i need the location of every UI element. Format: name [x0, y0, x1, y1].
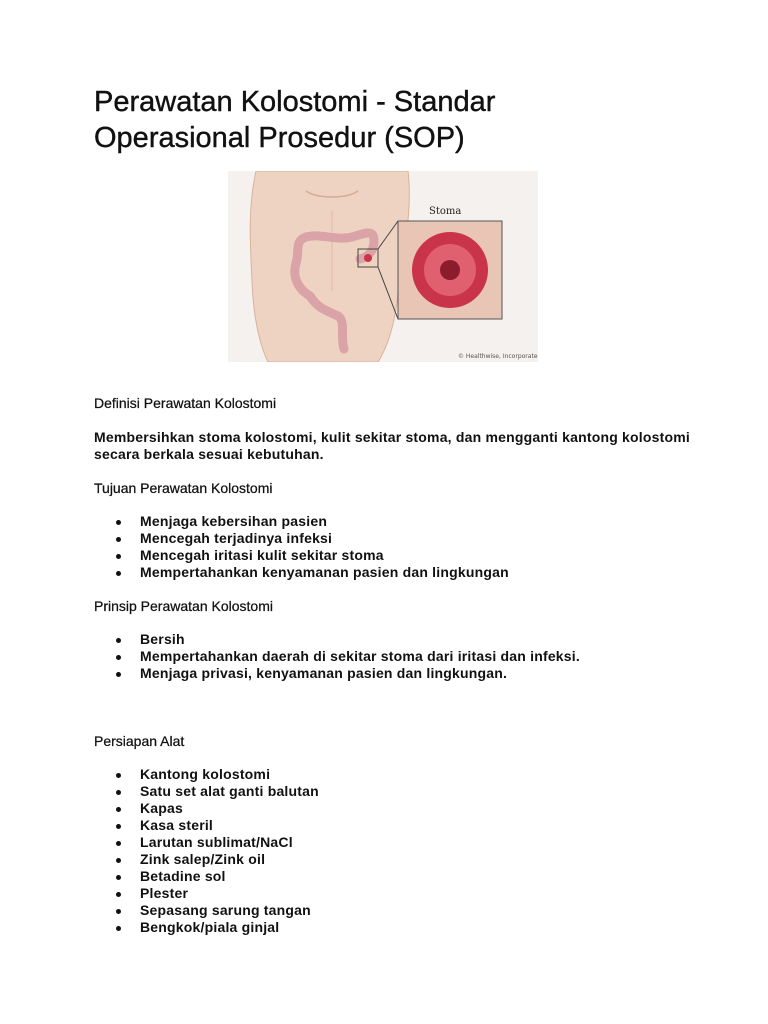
- list-item: Sepasang sarung tangan: [94, 902, 319, 919]
- alat-section: [94, 733, 319, 936]
- list-item: Kasa steril: [94, 817, 319, 834]
- bullet-icon: [116, 672, 121, 677]
- alat-list: [94, 766, 319, 936]
- stoma-label: Stoma: [429, 206, 462, 217]
- bullet-icon: [116, 520, 121, 525]
- bullet-icon: [116, 926, 121, 931]
- anatomy-figure: [228, 171, 538, 362]
- page-title: Perawatan Kolostomi - Standar Operasional Prosedur (SOP): [94, 86, 496, 154]
- bullet-icon: [116, 773, 121, 778]
- alat-heading: Persiapan Alat: [94, 733, 185, 749]
- prinsip-list: [94, 631, 580, 682]
- list-item: Menjaga privasi, kenyamanan pasien dan lingkungan.: [94, 665, 580, 682]
- bullet-icon: [116, 638, 121, 643]
- bullet-icon: [116, 571, 121, 576]
- list-item: Plester: [94, 885, 319, 902]
- stoma-center: [440, 260, 460, 280]
- list-item: Bengkok/piala ginjal: [94, 919, 319, 936]
- definisi-heading: Definisi Perawatan Kolostomi: [94, 395, 277, 411]
- bullet-icon: [116, 824, 121, 829]
- bullet-icon: [116, 537, 121, 542]
- torso-shape: [250, 171, 409, 362]
- list-item: Bersih: [94, 631, 580, 648]
- bullet-icon: [116, 909, 121, 914]
- bullet-icon: [116, 655, 121, 660]
- list-item: Betadine sol: [94, 868, 319, 885]
- stoma-illustration: [228, 171, 538, 362]
- definisi-text: Membersihkan stoma kolostomi, kulit sekitar stoma, dan mengganti kantong kolostomi secara berkala sesuai kebutuhan.: [94, 429, 690, 462]
- bullet-icon: [116, 892, 121, 897]
- bullet-icon: [116, 554, 121, 559]
- tujuan-heading: Tujuan Perawatan Kolostomi: [94, 480, 273, 496]
- bullet-icon: [116, 790, 121, 795]
- bullet-icon: [116, 858, 121, 863]
- small-stoma: [364, 254, 372, 262]
- figure-credit: © Healthwise, Incorporated: [458, 353, 538, 360]
- bullet-icon: [116, 841, 121, 846]
- list-item: Mencegah terjadinya infeksi: [94, 530, 509, 547]
- definisi-section: [94, 395, 694, 463]
- list-item: Menjaga kebersihan pasien: [94, 513, 509, 530]
- list-item: Kantong kolostomi: [94, 766, 319, 783]
- list-item: Larutan sublimat/NaCl: [94, 834, 319, 851]
- list-item: Satu set alat ganti balutan: [94, 783, 319, 800]
- list-item: Mempertahankan daerah di sekitar stoma dari iritasi dan infeksi.: [94, 648, 580, 665]
- prinsip-heading: Prinsip Perawatan Kolostomi: [94, 598, 273, 614]
- prinsip-section: [94, 598, 580, 682]
- tujuan-section: [94, 480, 509, 581]
- list-item: Zink salep/Zink oil: [94, 851, 319, 868]
- bullet-icon: [116, 875, 121, 880]
- bullet-icon: [116, 807, 121, 812]
- list-item: Mencegah iritasi kulit sekitar stoma: [94, 547, 509, 564]
- list-item: Kapas: [94, 800, 319, 817]
- list-item: Mempertahankan kenyamanan pasien dan lingkungan: [94, 564, 509, 581]
- tujuan-list: [94, 513, 509, 581]
